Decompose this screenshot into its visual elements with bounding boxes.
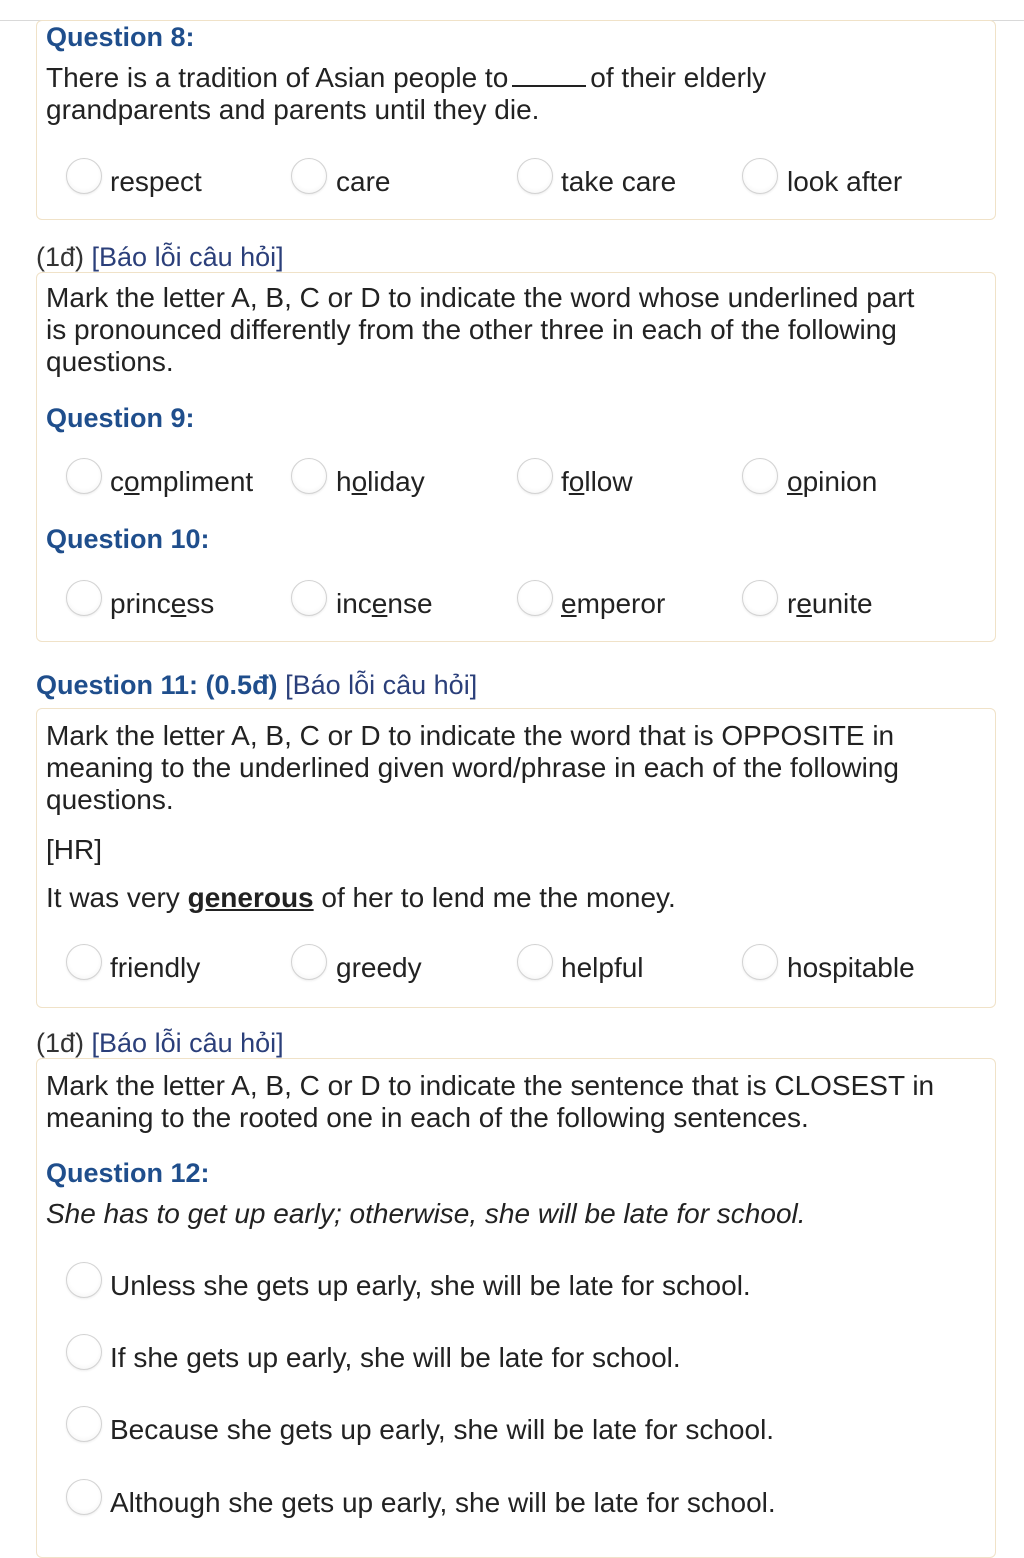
question-8-text	[46, 62, 996, 126]
report-1-link[interactable]: [Báo lỗi câu hỏi]	[91, 242, 284, 272]
q12-option-c-label[interactable]: Because she gets up early, she will be late for school.	[110, 1414, 775, 1445]
q9-option-c-radio[interactable]	[517, 458, 553, 494]
question-11-report-link[interactable]: [Báo lỗi câu hỏi]	[285, 670, 478, 700]
q8-option-a-radio[interactable]	[66, 158, 102, 194]
q12-option-c-radio[interactable]	[66, 1406, 102, 1442]
report-row-1	[36, 242, 284, 273]
q10-option-a-radio[interactable]	[66, 580, 102, 616]
q10-option-a-label[interactable]: princess	[110, 588, 215, 619]
q8-option-d-label[interactable]: look after	[787, 166, 903, 197]
q12-option-b-radio[interactable]	[66, 1334, 102, 1370]
q11-sentence-after: of her to lend me the money.	[321, 882, 676, 913]
q8-option-d-radio[interactable]	[742, 158, 778, 194]
question-12-title: Question 12:	[46, 1158, 210, 1188]
q11-instr-line-3: questions.	[46, 784, 174, 815]
q11-instr-line-1: Mark the letter A, B, C or D to indicate the word that is OPPOSITE in	[46, 720, 895, 751]
q10-option-c-radio[interactable]	[517, 580, 553, 616]
q11-option-b-radio[interactable]	[291, 944, 327, 980]
q12-option-a-radio[interactable]	[66, 1262, 102, 1298]
question-11-heading	[36, 670, 477, 701]
q12-option-b-label[interactable]: If she gets up early, she will be late for school.	[110, 1342, 681, 1373]
question-8-text-after: of their elderly	[590, 62, 767, 93]
q8-option-b-label[interactable]: care	[336, 166, 391, 197]
q12-option-d-radio[interactable]	[66, 1479, 102, 1515]
q12-option-d-label[interactable]: Although she gets up early, she will be late for school.	[110, 1487, 776, 1518]
q10-option-d-label[interactable]: reunite	[787, 588, 873, 619]
q9-option-d-radio[interactable]	[742, 458, 778, 494]
pron-instr-line-1: Mark the letter A, B, C or D to indicate the word whose underlined part	[46, 282, 915, 313]
q11-instr-line-2: meaning to the underlined given word/phrase in each of the following	[46, 752, 900, 783]
report-1-score: (1đ)	[36, 242, 85, 272]
q11-option-c-radio[interactable]	[517, 944, 553, 980]
q11-option-c-label[interactable]: helpful	[561, 952, 644, 983]
q10-option-c-label[interactable]: emperor	[561, 588, 666, 619]
question-10-title: Question 10:	[46, 524, 210, 554]
q8-option-a-label[interactable]: respect	[110, 166, 202, 197]
closest-instr-line-2: meaning to the rooted one in each of the following sentences.	[46, 1102, 809, 1133]
q8-option-b-radio[interactable]	[291, 158, 327, 194]
closest-instr-line-1: Mark the letter A, B, C or D to indicate the sentence that is CLOSEST in	[46, 1070, 935, 1101]
question-12-sentence: She has to get up early; otherwise, she will be late for school.	[46, 1198, 806, 1229]
q12-option-a-label[interactable]: Unless she gets up early, she will be late for school.	[110, 1270, 751, 1301]
q10-option-d-radio[interactable]	[742, 580, 778, 616]
question-11-title: Question 11: (0.5đ)	[36, 670, 278, 700]
pronunciation-instructions	[46, 282, 996, 378]
report-2-score: (1đ)	[36, 1028, 85, 1058]
q11-sentence-before: It was very	[46, 882, 180, 913]
question-8-text-line2: grandparents and parents until they die.	[46, 94, 540, 125]
pron-instr-line-2: is pronounced differently from the other three in each of the following	[46, 314, 897, 345]
q11-underlined-word: generous	[187, 882, 314, 913]
question-8-title: Question 8:	[46, 22, 195, 52]
report-2-link[interactable]: [Báo lỗi câu hỏi]	[91, 1028, 284, 1058]
q10-option-b-radio[interactable]	[291, 580, 327, 616]
question-11-instructions	[46, 720, 996, 816]
report-row-2	[36, 1028, 284, 1059]
question-11-sentence	[46, 882, 996, 914]
q10-option-b-label[interactable]: incense	[336, 588, 433, 619]
question-8-blank	[512, 63, 586, 87]
q9-option-c-label[interactable]: follow	[561, 466, 633, 497]
question-9-title: Question 9:	[46, 403, 195, 433]
q11-option-a-label[interactable]: friendly	[110, 952, 201, 983]
q8-option-c-radio[interactable]	[517, 158, 553, 194]
q9-option-a-label[interactable]: compliment	[110, 466, 254, 497]
q11-option-b-label[interactable]: greedy	[336, 952, 422, 983]
question-8-text-before: There is a tradition of Asian people to	[46, 62, 509, 93]
pron-instr-line-3: questions.	[46, 346, 174, 377]
closest-instructions	[46, 1070, 996, 1134]
q11-option-d-label[interactable]: hospitable	[787, 952, 915, 983]
q8-option-c-label[interactable]: take care	[561, 166, 677, 197]
q9-option-a-radio[interactable]	[66, 458, 102, 494]
q9-option-b-label[interactable]: holiday	[336, 466, 425, 497]
q11-option-a-radio[interactable]	[66, 944, 102, 980]
q11-option-d-radio[interactable]	[742, 944, 778, 980]
q9-option-b-radio[interactable]	[291, 458, 327, 494]
question-11-hr: [HR]	[46, 834, 102, 865]
q9-option-d-label[interactable]: opinion	[787, 466, 878, 497]
